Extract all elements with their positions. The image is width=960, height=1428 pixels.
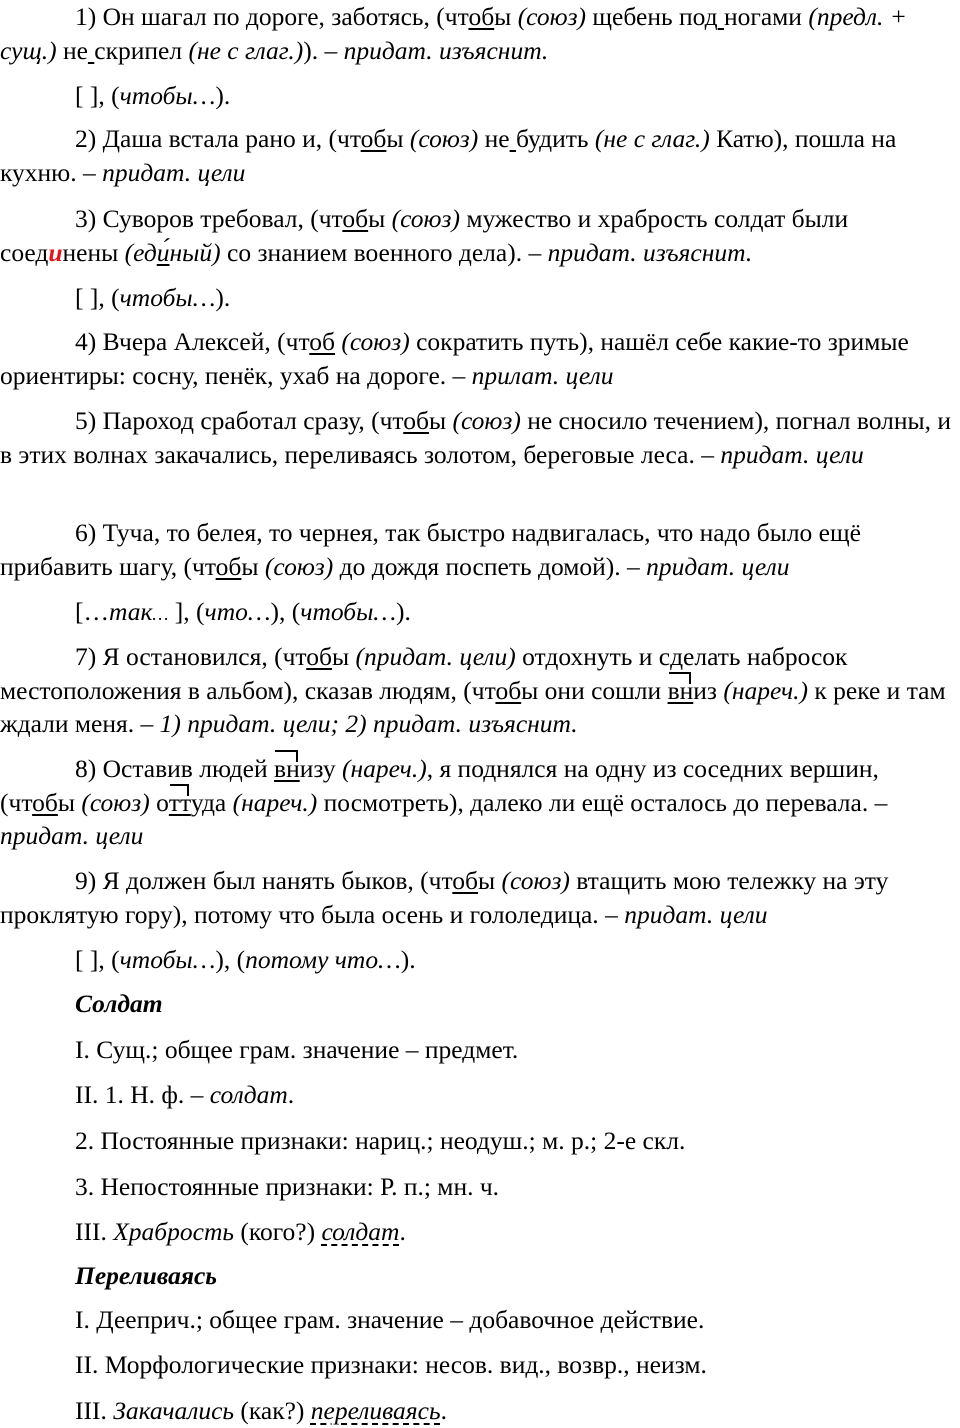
text-run: ). bbox=[303, 35, 325, 65]
perelivayas-analysis-line-2 bbox=[0, 1348, 960, 1382]
text-run: 9) Я должен был нанять быков, (чт bbox=[75, 866, 453, 895]
perelivayas-analysis-line-1 bbox=[0, 1303, 960, 1337]
ellipsis: … bbox=[152, 604, 169, 624]
section-heading-text: Переливаясь bbox=[75, 1261, 217, 1290]
italic-annotation: (союз) bbox=[264, 551, 334, 581]
italic-annotation: – прилат. цели bbox=[452, 360, 614, 390]
italic-annotation: Храбрость bbox=[113, 1217, 234, 1246]
text-run: ), ( bbox=[215, 945, 246, 974]
italic-annotation: (союз) bbox=[501, 866, 570, 895]
underlined-root: об bbox=[360, 124, 387, 153]
sentence-9-scheme bbox=[0, 943, 960, 977]
sentence-6 bbox=[0, 516, 960, 583]
text-run: . bbox=[287, 1080, 295, 1109]
text-run: ы bbox=[241, 551, 265, 581]
text-run: ы bbox=[386, 124, 410, 153]
sentence-3-scheme bbox=[0, 281, 960, 315]
text-run: 2. Постоянные признаки: нариц.; неодуш.; м. р.; 2-е скл. bbox=[75, 1126, 686, 1155]
text-run: . bbox=[399, 1217, 406, 1246]
text-run: ). bbox=[215, 283, 231, 312]
italic-annotation: (союз) bbox=[409, 124, 479, 153]
text-run: I. Дееприч.; общее грам. значение – добавочное действие. bbox=[75, 1305, 705, 1334]
italic-annotation: (нареч.) bbox=[723, 675, 809, 705]
text-run: не bbox=[478, 124, 510, 153]
text-run: из bbox=[693, 675, 724, 705]
text-run: ы bbox=[494, 2, 518, 31]
text-run: уда bbox=[190, 787, 233, 817]
dash-dot-underline-word: переливаясь bbox=[310, 1396, 441, 1425]
italic-annotation: – придат. цели bbox=[0, 787, 888, 850]
text-run: нены bbox=[62, 237, 125, 267]
italic-annotation: (нареч.) bbox=[232, 787, 318, 817]
text-run: II. Морфологические признаки: несов. вид., возвр., неизм. bbox=[75, 1350, 707, 1379]
text-run: со знанием военного дела). bbox=[220, 237, 529, 267]
underlined-root: об bbox=[495, 675, 522, 705]
italic-annotation: так bbox=[109, 597, 153, 626]
text-run: ). bbox=[215, 81, 231, 110]
italic-annotation: Закачались bbox=[113, 1396, 235, 1425]
italic-annotation: – придат. изъяснит. bbox=[528, 237, 753, 267]
underlined-root: об bbox=[306, 642, 332, 671]
text-run: не bbox=[56, 35, 88, 65]
italic-annotation: что… bbox=[204, 597, 271, 626]
text-run: скрипел bbox=[94, 35, 189, 65]
italic-annotation: – придат. цели bbox=[82, 157, 246, 187]
underlined-root: об bbox=[452, 866, 479, 895]
sentence-6-scheme bbox=[0, 595, 960, 632]
text-run: ы bbox=[428, 406, 453, 435]
text-run: к реке и там ждали меня. bbox=[0, 675, 946, 738]
sentence-1 bbox=[0, 0, 960, 67]
text-run: изу bbox=[299, 754, 343, 783]
soldat-analysis-line-3 bbox=[0, 1124, 960, 1158]
sentence-9 bbox=[0, 864, 960, 931]
text-run: 5) Пароход сработал сразу, (чт bbox=[75, 406, 404, 435]
highlighted-vowel: и bbox=[48, 237, 63, 267]
italic-annotation: ный) bbox=[169, 237, 221, 267]
italic-annotation: чтобы… bbox=[119, 945, 216, 974]
underlined-root: об bbox=[32, 787, 58, 817]
text-run: ). bbox=[400, 945, 416, 974]
italic-annotation: (союз) bbox=[81, 787, 150, 817]
text-run: ], ( bbox=[168, 597, 205, 626]
text-run: 4) Вчера Алексей, (чт bbox=[75, 327, 310, 356]
italic-annotation: – придат. цели bbox=[605, 899, 768, 929]
underlined-root: об bbox=[468, 2, 495, 31]
sentence-5 bbox=[0, 404, 960, 471]
text-run: не сносило течением), погнал волны, и в этих волнах закачались, переливаясь золотом, береговые леса. – bbox=[0, 406, 952, 469]
heading-soldat bbox=[0, 987, 960, 1021]
sentence-3 bbox=[0, 202, 960, 269]
italic-annotation: придат. цели bbox=[720, 439, 864, 469]
soldat-analysis-line-5 bbox=[0, 1215, 960, 1249]
text-run: , я поднялся на одну из соседних вершин, (чт bbox=[0, 754, 879, 817]
italic-annotation: потому что… bbox=[245, 945, 401, 974]
prefix-mark: тт bbox=[168, 787, 191, 817]
italic-annotation: (союз) bbox=[517, 2, 587, 31]
text-run: ы bbox=[478, 866, 502, 895]
text-run: 3) Суворов требовал, (чт bbox=[75, 204, 343, 233]
text-run: ы bbox=[57, 787, 82, 817]
italic-annotation: – придат. изъяснит. bbox=[324, 35, 549, 65]
text-run: щебень под bbox=[586, 2, 718, 31]
text-run: ), ( bbox=[270, 597, 301, 626]
text-run: отдохнуть и сделать набросок местоположения в альбом), сказав людям, (чт bbox=[0, 642, 848, 705]
text-run: 3. Непостоянные признаки: Р. п.; мн. ч. bbox=[75, 1172, 500, 1201]
sentence-8 bbox=[0, 752, 960, 853]
sentence-7 bbox=[0, 640, 960, 741]
text-run: ы они сошли bbox=[521, 675, 668, 705]
underlined-root: об bbox=[403, 406, 429, 435]
text-run: . bbox=[440, 1396, 447, 1425]
italic-annotation: (ед bbox=[124, 237, 157, 267]
soldat-analysis-line-4 bbox=[0, 1170, 960, 1204]
heading-perelivayas bbox=[0, 1259, 960, 1293]
soldat-analysis-line-1 bbox=[0, 1033, 960, 1067]
text-run: 6) Туча, то белея, то чернея, так быстро надвигалась, что надо было ещё прибавить шагу, (чт bbox=[0, 518, 861, 581]
text-run: ). bbox=[396, 597, 411, 626]
underlined-root: об bbox=[342, 204, 369, 233]
soldat-analysis-line-2 bbox=[0, 1078, 960, 1112]
text-run: 7) Я остановился, (чт bbox=[75, 642, 307, 671]
text-run: Катю), пошла на кухню. bbox=[0, 124, 897, 187]
text-run: 2) Даша встала рано и, (чт bbox=[75, 124, 361, 153]
text-run: сократить путь), нашёл себе какие-то зримые ориентиры: сосну, пенёк, ухаб на дороге. bbox=[0, 327, 909, 390]
sentence-1-scheme bbox=[0, 79, 960, 113]
italic-annotation: чтобы… bbox=[119, 283, 216, 312]
text-run: ы bbox=[331, 642, 356, 671]
italic-annotation: – 1) придат. цели; 2) придат. изъяснит. bbox=[140, 709, 578, 738]
italic-annotation: чтобы… bbox=[119, 81, 216, 110]
italic-annotation: (союз) bbox=[391, 204, 460, 233]
italic-annotation: (союз) bbox=[452, 406, 521, 435]
italic-annotation: (не с глаг.) bbox=[188, 35, 304, 65]
text-run: втащить мою тележку на эту проклятую гору), потому что была осень и гололедица. bbox=[0, 866, 889, 929]
text-run: 8) Оставив людей bbox=[75, 754, 275, 783]
italic-annotation: чтобы… bbox=[300, 597, 397, 626]
perelivayas-analysis-line-3 bbox=[0, 1394, 960, 1428]
text-run: [ ], ( bbox=[75, 81, 120, 110]
stressed-vowel: и́ bbox=[156, 237, 170, 267]
text-run: посмотреть), далеко ли ещё осталось до перевала. bbox=[317, 787, 875, 817]
text-run: мужество и храбрость солдат были соед bbox=[0, 204, 849, 267]
text-run: (как?) bbox=[234, 1396, 311, 1425]
text-run: III. bbox=[75, 1217, 114, 1246]
prefix-mark: вн bbox=[274, 754, 300, 783]
text-run: II. 1. Н. ф. – bbox=[75, 1080, 210, 1109]
underlined-root: об bbox=[309, 327, 335, 356]
sentence-4 bbox=[0, 325, 960, 392]
italic-annotation: – придат. цели bbox=[627, 551, 790, 581]
italic-annotation: (нареч.) bbox=[342, 754, 427, 783]
dashed-underline-word: солдат bbox=[321, 1217, 400, 1246]
text-run: 1) Он шагал по дороге, заботясь, (чт bbox=[75, 2, 469, 31]
text-run: [ ], ( bbox=[75, 283, 120, 312]
text-run: до дождя поспеть домой). bbox=[333, 551, 628, 581]
prefix-mark: вн bbox=[667, 675, 694, 705]
italic-annotation: (не с глаг.) bbox=[594, 124, 710, 153]
text-run: (кого?) bbox=[233, 1217, 322, 1246]
italic-annotation: солдат bbox=[209, 1080, 288, 1109]
text-run: о bbox=[149, 787, 169, 817]
text-run: [ ], ( bbox=[75, 945, 120, 974]
text-run: ногами bbox=[724, 2, 809, 31]
text-run: ы bbox=[368, 204, 392, 233]
text-run: III. bbox=[75, 1396, 114, 1425]
section-heading-text: Солдат bbox=[75, 989, 163, 1018]
italic-annotation: (предл. + сущ.) bbox=[0, 2, 907, 65]
text-run: будить bbox=[515, 124, 595, 153]
underlined-root: об bbox=[215, 551, 242, 581]
sentence-2 bbox=[0, 122, 960, 189]
text-run: [… bbox=[75, 597, 109, 626]
italic-annotation: (придат. цели) bbox=[355, 642, 516, 671]
italic-annotation: (союз) bbox=[341, 327, 410, 356]
text-run: I. Сущ.; общее грам. значение – предмет. bbox=[75, 1035, 519, 1064]
